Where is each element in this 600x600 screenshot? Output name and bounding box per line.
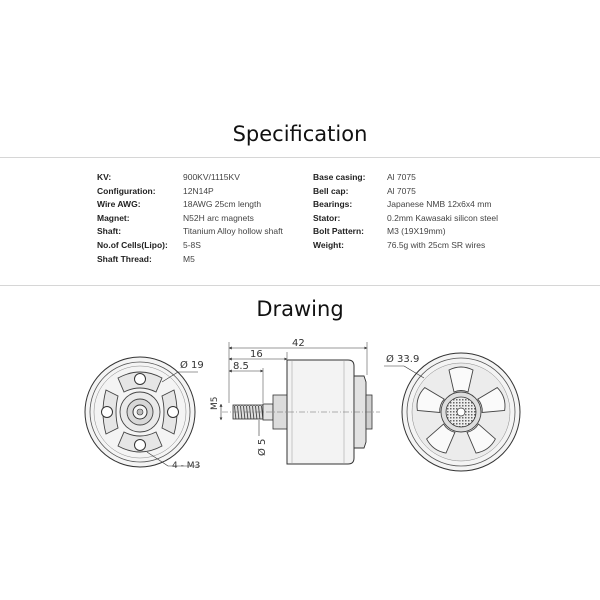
bolt-circle-label: Ø 19	[180, 360, 204, 371]
shaft-dia-label: Ø 5	[257, 438, 268, 456]
spec-label: Configuration:	[97, 185, 156, 196]
outer-dia-label: Ø 33.9	[386, 354, 420, 365]
total-length-label: 42	[292, 338, 305, 349]
spec-value: N52H arc magnets	[183, 212, 254, 223]
spec-label: Bolt Pattern:	[313, 226, 364, 237]
thread-length-label: 8.5	[233, 361, 249, 372]
mount-holes-label: 4 - M3	[172, 461, 201, 471]
spec-value: 900KV/1115KV	[183, 172, 240, 182]
spec-label: Wire AWG:	[97, 199, 141, 210]
mount-hole	[135, 374, 146, 385]
spec-value: 76.5g with 25cm SR wires	[387, 239, 486, 250]
spec-value: Japanese NMB 12x6x4 mm	[387, 199, 492, 210]
spec-value: M3 (19X19mm)	[387, 226, 446, 237]
spec-label: Shaft:	[97, 226, 122, 237]
spec-label: No.of Cells(Lipo):	[97, 239, 168, 250]
spec-label: Shaft Thread:	[97, 253, 152, 264]
spec-value: Titanium Alloy hollow shaft	[183, 226, 283, 237]
spec-label: Base casing:	[313, 172, 366, 182]
spec-value: 5-8S	[183, 239, 201, 250]
spec-label: Bearings:	[313, 199, 353, 210]
spec-label: Weight:	[313, 239, 345, 250]
spec-value: 18AWG 25cm length	[183, 199, 262, 210]
body-length-label: 16	[250, 349, 263, 360]
spec-value: Al 7075	[387, 185, 416, 196]
mount-hole	[102, 407, 113, 418]
spec-value: M5	[183, 253, 195, 264]
side-view	[210, 338, 380, 464]
spec-label: KV:	[97, 172, 112, 182]
spec-label: Stator:	[313, 212, 341, 223]
spec-label: Magnet:	[97, 212, 130, 223]
spec-label: Bell cap:	[313, 185, 349, 196]
specification-title: Specification	[232, 122, 368, 146]
thread-label: M5	[210, 396, 220, 410]
top-view	[384, 353, 520, 471]
mount-hole	[135, 440, 146, 451]
drawing-title: Drawing	[256, 297, 344, 321]
spec-value: Al 7075	[387, 172, 416, 182]
mount-hole	[168, 407, 179, 418]
spec-value: 0.2mm Kawasaki silicon steel	[387, 212, 499, 223]
spec-value: 12N14P	[183, 185, 214, 196]
base-view	[85, 357, 204, 471]
